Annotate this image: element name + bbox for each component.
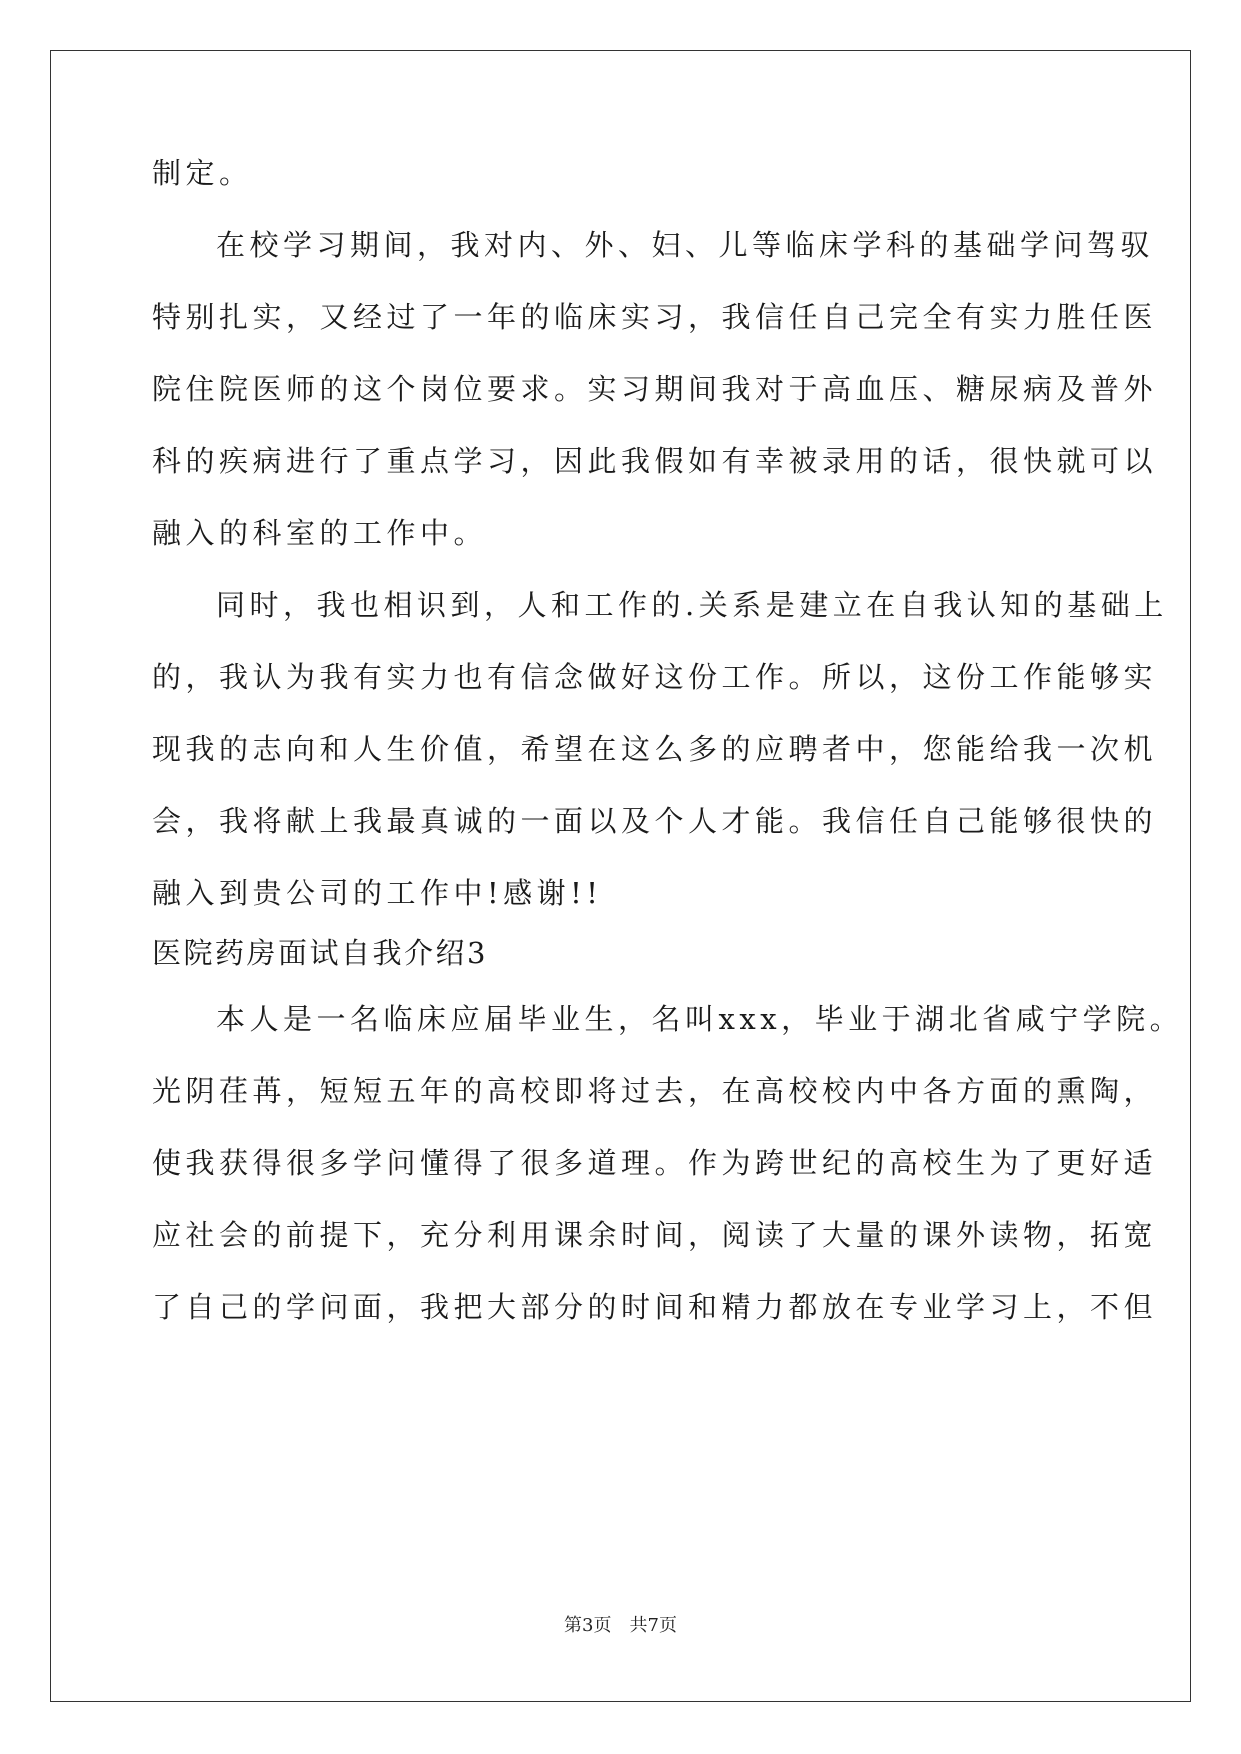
text-line: 融入到贵公司的工作中!感谢!! xyxy=(152,876,603,910)
text-line: 光阴荏苒，短短五年的高校即将过去，在高校校内中各方面的熏陶， xyxy=(152,1074,1158,1108)
text-line: 科的疾病进行了重点学习，因此我假如有幸被录用的话，很快就可以 xyxy=(152,444,1158,478)
paragraph-start-line: 在校学习期间，我对内、外、妇、儿等临床学科的基础学问驾驭 xyxy=(216,228,1155,262)
text-line: 制定。 xyxy=(152,156,253,190)
page-number-footer: 第3页 共7页 xyxy=(564,1615,677,1636)
text-line: 了自己的学问面，我把大部分的时间和精力都放在专业学习上，不但 xyxy=(152,1290,1158,1324)
text-line: 现我的志向和人生价值，希望在这么多的应聘者中，您能给我一次机 xyxy=(152,732,1158,766)
text-line: 使我获得很多学问懂得了很多道理。作为跨世纪的高校生为了更好适 xyxy=(152,1146,1158,1180)
section-heading: 医院药房面试自我介绍3 xyxy=(152,936,488,970)
paragraph-start-line: 本人是一名临床应届毕业生，名叫xxx，毕业于湖北省咸宁学院。 xyxy=(216,1002,1184,1036)
text-line: 特别扎实，又经过了一年的临床实习，我信任自己完全有实力胜任医 xyxy=(152,300,1158,334)
text-line: 的，我认为我有实力也有信念做好这份工作。所以，这份工作能够实 xyxy=(152,660,1158,694)
text-line: 应社会的前提下，充分利用课余时间，阅读了大量的课外读物，拓宽 xyxy=(152,1218,1158,1252)
text-line: 会，我将献上我最真诚的一面以及个人才能。我信任自己能够很快的 xyxy=(152,804,1158,838)
text-line: 院住院医师的这个岗位要求。实习期间我对于高血压、糖尿病及普外 xyxy=(152,372,1158,406)
text-line: 融入的科室的工作中。 xyxy=(152,516,488,550)
paragraph-start-line: 同时，我也相识到，人和工作的.关系是建立在自我认知的基础上 xyxy=(216,588,1168,622)
